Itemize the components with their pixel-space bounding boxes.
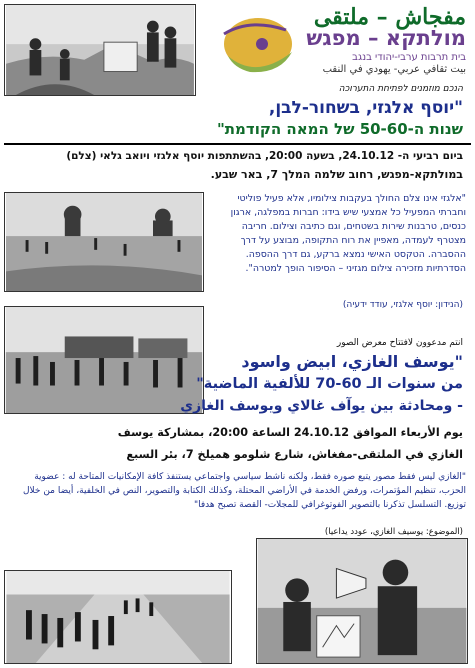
photo-field-crowd	[4, 192, 204, 292]
divider-line	[4, 143, 471, 145]
group-at-monument-image	[5, 5, 195, 95]
logo-hebrew-title: מולתקא – מפגש	[306, 26, 466, 50]
hebrew-quote: "אלגזי אינו צלם החולך בעקבות צילומיו, אלא פעיל פוליטי וחברתי המפעיל כל אמצעי שיש בידו: חברות במפלגה, ארגון כנסים, טרבנות שירות בשטחים, וגם כתיבה וצילום. חריבה מצטרף לעמדה, מאפיין את רוח התקופה, מבוצע על דרך ההסברה. הטקסט האישי נמצא ברקע, גם דרך ההספה. הסדרתיות מזכירה צילום מגזיני – הסיפור הופך למטרה".	[230, 193, 466, 274]
arabic-credit: (الموضوع: يوسيف الغازي، عودد يداعيا)	[324, 527, 463, 537]
photo-bus-gathering	[4, 306, 204, 414]
hebrew-credit: (הנידון: יוסף אלגזי, עודד ידעיה)	[342, 300, 463, 310]
photo-road-march	[4, 570, 232, 664]
arabic-title-line3: - ومحادثة بين يوآف غالاي ويوسف الغازي	[180, 398, 463, 414]
hebrew-title-line1: "יוסף אלגזי, בשחור-לבן,	[268, 98, 463, 118]
logo	[198, 4, 470, 80]
arabic-title-line2: من سنوات الـ 60-70 للألفية الماضية"	[196, 376, 463, 392]
crowd-in-field-image	[5, 193, 203, 291]
hebrew-title-line2: שנות ה-50-60 של המאה הקודמת"	[216, 120, 463, 138]
photo-megaphone-speaker	[256, 538, 468, 664]
man-with-megaphone-image	[257, 539, 467, 663]
hebrew-date-line2: במולתקא-מפגש, רחוב שלמה המלך 7, באר שבע.	[210, 168, 463, 181]
logo-subtitle-hebrew: בית תרבות ערבי-יהודי בנגב	[352, 52, 466, 63]
arabic-date-line2: الغازي في الملتقى-مفغاش، شارع شلومو هميلخ 7، بئر السبع	[126, 448, 463, 461]
march-on-dirt-road-image	[5, 571, 231, 663]
hebrew-date-line1: ביום רביעי ה- 24.10.12, בשעה 20:00, בהשתתפות יוסף אלגזי ויואב גלאי (צלם)	[66, 150, 463, 162]
photo-monument	[4, 4, 196, 96]
oud-logo-icon	[220, 14, 306, 80]
hebrew-invite-line: הנכם מוזמנים לפתיחת התערוכה	[338, 84, 463, 94]
arabic-date-line1: يوم الأربعاء الموافق 24.10.12 الساعة 20:00، بمشاركة يوسف	[117, 426, 463, 439]
arabic-invite-line: انتم مدعوون لافتتاح معرض الصور	[336, 338, 463, 348]
logo-subtitle-arabic: بيت ثقافي عربي- يهودي في النقب	[322, 64, 466, 75]
logo-arabic-title: مفجاش – ملتقى	[313, 4, 466, 30]
arabic-title-line1: "يوسف الغازي، ابيض واسود	[241, 352, 463, 371]
arabic-quote: "الغازي ليس فقط مصور يتبع صوره فقط، ولكنه ناشط سياسي واجتماعي يستنفذ كافة الإمكانيات المتاحة له : عضوية الحزب، تنظيم المؤتمرات، ورفض الخدمة في الأراضي المحتلة، وكذلك الكتابة والتصوير، النص في الخلفية، أيضا من خلال توزيع. التسلسل تذكرنا بالتصوير الفوتوغرافي للمجلات- القصة تصبح هدفا"	[22, 472, 466, 510]
crowd-near-buses-image	[5, 307, 203, 413]
